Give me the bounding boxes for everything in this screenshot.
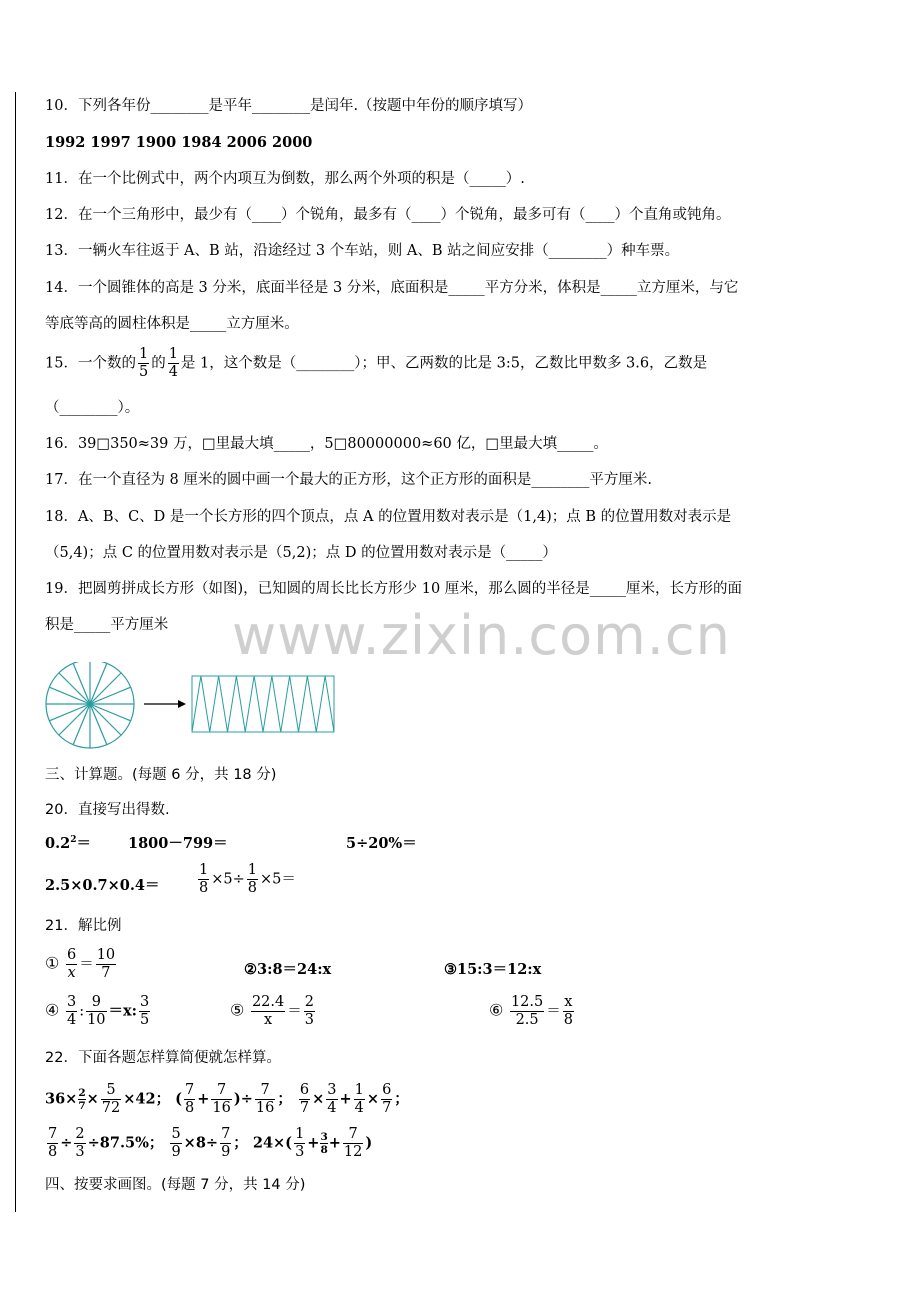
section-3-heading: 三、计算题。(每题 6 分，共 18 分) (45, 767, 277, 783)
q20-expr5: $\frac{1}{8}$ ×5÷ $\frac{1}{8}$ ×5＝ (199, 862, 296, 896)
q15-mid: 的 (151, 355, 166, 372)
circle-spoke (90, 704, 121, 735)
question-15-line2: （________）。 (45, 400, 140, 416)
q22-row2: $\frac{7}{8}$ ÷ $\frac{2}{3}$ ÷87.5%； $\frac{5}{9}$ ×8÷ $\frac{7}{9}$ ； 24×( $\frac{1}{3}$ + $\frac{3}{8}$ + $\frac{7}{12}$ ) (48, 1126, 373, 1160)
sawtooth-rectangle (192, 676, 334, 732)
question-21-title: 21．解比例 (45, 918, 122, 934)
question-14-line1: 14．一个圆锥体的高是 3 分米，底面半径是 3 分米，底面积是_____平方分米，体积是_____立方厘米，与它 (45, 280, 739, 296)
question-10: 10．下列各年份________是平年________是闰年.（按题中年份的顺序填写） (45, 98, 533, 114)
circle-spoke (59, 704, 90, 735)
q20-expr2: 1800－799＝ (128, 835, 228, 852)
question-22-title: 22．下面各题怎样算简便就怎样算。 (45, 1050, 281, 1066)
watermark: www.zixin.com.cn (232, 604, 731, 667)
q20-expr1: $0.2^2=$ (45, 835, 91, 852)
q15-pre: 15．一个数的 (45, 355, 136, 372)
q20-expr4: 2.5×0.7×0.4＝ (45, 877, 160, 894)
q21-p4: ④ $\frac{3}{4}$ : $\frac{9}{10}$ ＝x: $\frac{3}{5}$ (45, 994, 150, 1028)
question-18-line2: （5,4)；点 C 的位置用数对表示是（5,2)；点 D 的位置用数对表示是（_____） (45, 545, 557, 561)
q22-row1: 36× $\frac{2}{7}$ × $\frac{5}{72}$ ×42； ( $\frac{7}{8}$ + $\frac{7}{16}$ )÷ $\frac{7}{16}$ ； $\frac{6}{7}$ × $\frac{3}{4}$ + $\frac{1}{4}$ × $\frac{6}{7}$ ； (45, 1082, 409, 1116)
q15-post: 是 1，这个数是（________）；甲、乙两数的比是 3:5，乙数比甲数多 3.6，乙数是 (180, 355, 708, 372)
question-12: 12．在一个三角形中，最少有（____）个锐角，最多有（____）个锐角，最多可有（____）个直角或钝角。 (45, 207, 731, 223)
q21-p1: ① $\frac{6}{x}$ ＝ $\frac{10}{7}$ (45, 947, 116, 981)
q20-expr3: 5÷20%＝ (346, 835, 417, 852)
q21-p6: ⑥ $\frac{12.5}{2.5}$ ＝ $\frac{x}{8}$ (489, 994, 573, 1028)
question-11: 11．在一个比例式中，两个内项互为倒数，那么两个外项的积是（_____）. (45, 171, 525, 187)
q21-p3: ③15:3＝12:x (444, 961, 542, 978)
q21-p2: ②3:8＝24:x (244, 961, 332, 978)
question-16: 16．39□350≈39 万，□里最大填_____，5□80000000≈60 亿，□里最大填_____。 (45, 436, 608, 452)
question-19-line1: 19．把圆剪拼成长方形（如图)，已知圆的周长比长方形少 10 厘米，那么圆的半径是_____厘米，长方形的面 (45, 581, 743, 597)
question-15-line1 (45, 346, 707, 381)
question-18-line1: 18．A、B、C、D 是一个长方形的四个顶点，点 A 的位置用数对表示是（1,4)；点 B 的位置用数对表示是 (45, 509, 732, 525)
question-17: 17．在一个直径为 8 厘米的圆中画一个最大的正方形，这个正方形的面积是________平方厘米. (45, 472, 653, 488)
question-13: 13．一辆火车往返于 A、B 站，沿途经过 3 个车站，则 A、B 站之间应安排（________）种车票。 (45, 243, 680, 259)
q15-frac1: $\frac{1}{5}$ (138, 346, 149, 380)
q21-p5: ⑤ $\frac{22.4}{x}$ ＝ $\frac{2}{3}$ (230, 994, 314, 1028)
section-4-heading: 四、按要求画图。(每题 7 分，共 14 分) (45, 1177, 306, 1193)
margin-line (15, 92, 16, 1212)
question-19-line2: 积是_____平方厘米 (45, 617, 169, 633)
question-10-years: 1992 1997 1900 1984 2006 2000 (45, 134, 313, 151)
circle-spoke (90, 673, 121, 704)
arrow (144, 700, 186, 708)
sliced-circle (46, 662, 134, 748)
circle-to-rectangle-figure (44, 662, 344, 752)
question-14-line2: 等底等高的圆柱体积是_____立方厘米。 (45, 316, 299, 332)
question-20-title: 20．直接写出得数. (45, 802, 170, 818)
circle-spoke (59, 673, 90, 704)
q15-frac2: $\frac{1}{4}$ (168, 346, 178, 380)
